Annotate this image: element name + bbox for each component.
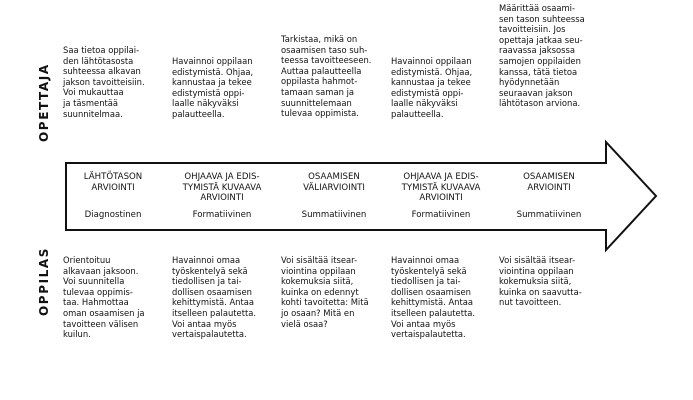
stage-osaamisen-valiarviointi <box>276 172 392 221</box>
stage-title: LÄHTÖTASON ARVIOINTI <box>83 172 143 193</box>
stage-type: Formatiivinen <box>192 210 252 220</box>
stage-title: OSAAMISEN VÄLIARVIOINTI <box>303 172 365 193</box>
stage-title: OHJAAVA JA EDIS- TYMISTÄ KUVAAVA ARVIOINTI <box>182 172 262 204</box>
stage-type: Summatiivinen <box>301 210 367 220</box>
teacher-text-2: Havainnoi oppilaan edistymistä. Ohjaa, kannustaa ja tekee edistymistä oppi- laalle näkyväksi palautteella. <box>172 56 254 119</box>
student-text-5: Voi sisältää itsear- viointina oppilaan kokemuksia siitä, kuinka on saavutta- nut tavoitteen. <box>499 255 582 308</box>
student-label: OPPILAS <box>37 246 51 316</box>
teacher-label: OPETTAJA <box>37 63 51 142</box>
stage-lahtotason-arviointi <box>55 172 171 221</box>
teacher-text-1: Saa tietoa oppilai- den lähtötasosta suhteessa alkavan jakson tavoitteisiin. Voi mukauttaa ja täsmentää suunnitelmaa. <box>63 45 145 119</box>
stage-type: Diagnostinen <box>84 210 142 220</box>
student-text-1: Orientoituu alkavaan jaksoon. Voi suunnitella tulevaa oppimis- taa. Hahmottaa oman osaamisen ja tavoitteen välisen kuilun. <box>63 255 145 340</box>
teacher-text-4: Havainnoi oppilaan edistymistä. Ohjaa, kannustaa ja tekee edistymistä oppi- laalle näkyväksi palautteella. <box>391 56 473 119</box>
stage-ohjaava-arviointi-1 <box>164 172 280 221</box>
stage-osaamisen-arviointi <box>491 172 607 221</box>
stage-type: Formatiivinen <box>411 210 471 220</box>
teacher-text-3: Tarkistaa, mikä on osaamisen taso suh- teessa tavoitteeseen. Auttaa palautteella oppilasta hahmot- tamaan saman ja suunnittelemaan tulevaa oppimista. <box>281 34 372 119</box>
stage-title: OHJAAVA JA EDIS- TYMISTÄ KUVAAVA ARVIOINTI <box>401 172 481 204</box>
student-text-2: Havainnoi omaa työskentelyä sekä tiedollisen ja tai- dollisen osaamisen kehittymistä. Antaa itselleen palautetta. Voi antaa myös vertaispalautetta. <box>172 255 257 340</box>
student-text-3: Voi sisältää itsear- viointina oppilaan kokemuksia siitä, kuinka on edennyt kohti tavoitetta: Mitä jo osaan? Mitä en vielä osaa? <box>281 255 369 329</box>
teacher-text-5: Määrittää osaami- sen tason suhteessa tavoitteisiin. Jos opettaja jatkaa seu- raavassa jaksossa samojen oppilaiden kanssa, tätä tietoa hyödynnetään seuraavan jakson lähtötason arviona. <box>499 3 585 109</box>
stage-ohjaava-arviointi-2 <box>383 172 499 221</box>
stage-title: OSAAMISEN ARVIOINTI <box>523 172 575 193</box>
student-text-4: Havainnoi omaa työskentelyä sekä tiedollisen ja tai- dollisen osaamisen kehittymistä. Antaa itselleen palautetta. Voi antaa myös vertaispalautetta. <box>391 255 476 340</box>
stage-type: Summatiivinen <box>516 210 582 220</box>
